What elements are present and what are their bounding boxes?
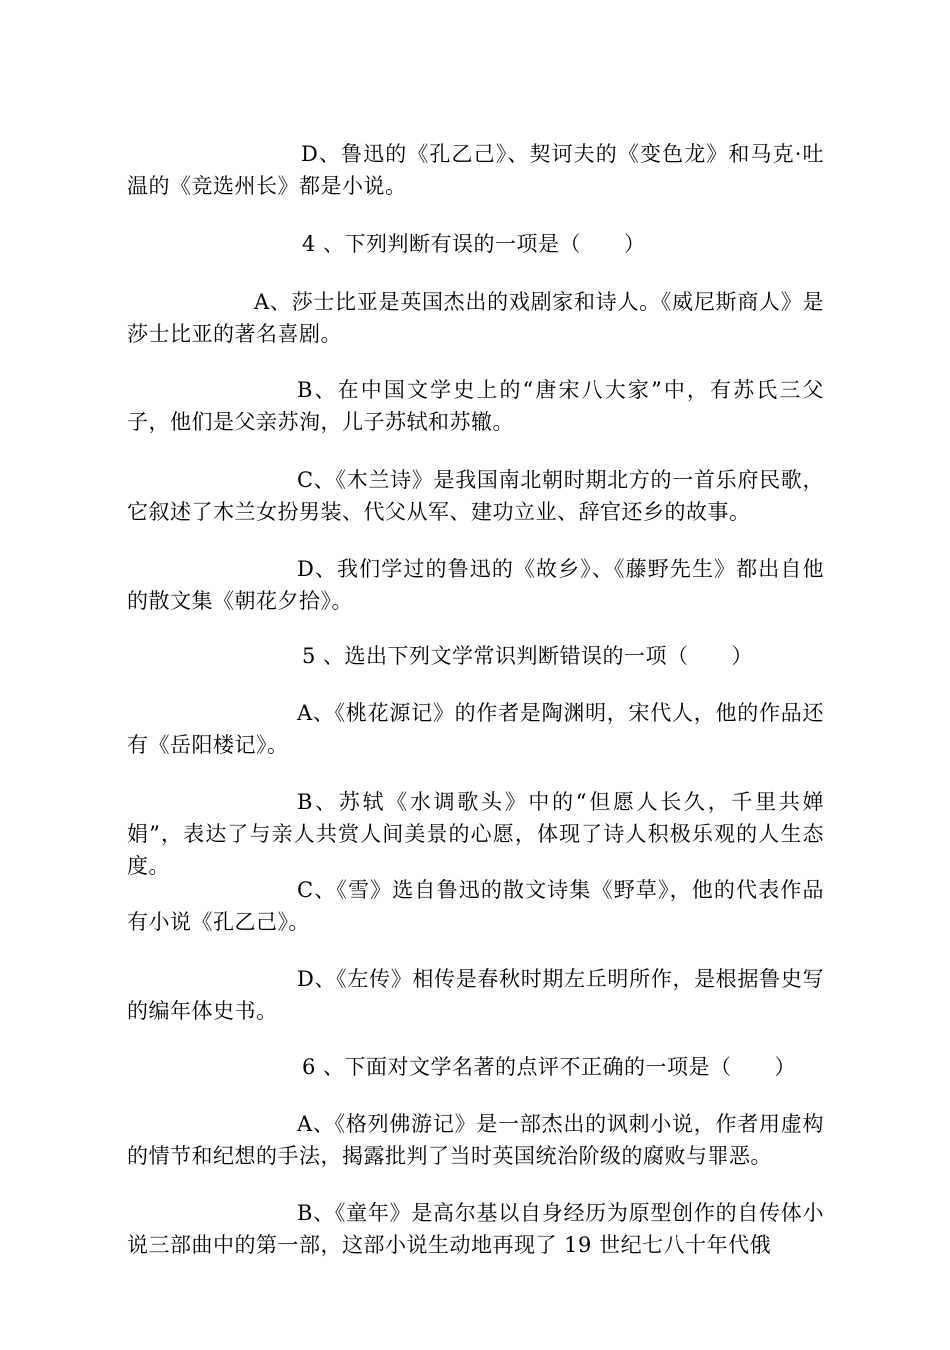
option-4c: C、《木兰诗》是我国南北朝时期北方的一首乐府民歌，它叙述了木兰女扮男装、代父从军、建功立业、辞官还乡的故事。 [127,468,824,524]
question-6-stem: 6 、下面对文学名著的点评不正确的一项是（ ） [302,1055,797,1079]
option-3d: D、鲁迅的《孔乙己》、契诃夫的《变色龙》和马克·吐温的《竞选州长》都是小说。 [127,142,824,198]
option-6b: B、《童年》是高尔基以自身经历为原型创作的自传体小说三部曲中的第一部，这部小说生动地再现了 19 世纪七八十年代俄 [127,1201,824,1257]
question-4-stem: 4 、下列判断有误的一项是（ ） [302,232,646,256]
option-5b: B、苏轼《水调歌头》中的“但愿人长久，千里共婵娟”，表达了与亲人共赏人间美景的心愿，体现了诗人积极乐观的人生态度。 [127,790,824,878]
option-5c: C、《雪》选自鲁迅的散文诗集《野草》，他的代表作品有小说《孔乙己》。 [127,878,824,934]
option-6a: A、《格列佛游记》是一部杰出的讽刺小说，作者用虚构的情节和纪想的手法，揭露批判了当时英国统治阶级的腐败与罪恶。 [127,1112,824,1168]
option-5d: D、《左传》相传是春秋时期左丘明所作，是根据鲁史写的编年体史书。 [127,967,824,1023]
option-5a: A、《桃花源记》的作者是陶渊明，宋代人，他的作品还有《岳阳楼记》。 [127,701,824,757]
option-4a: A、莎士比亚是英国杰出的戏剧家和诗人。《威尼斯商人》是莎士比亚的著名喜剧。 [127,290,824,346]
option-4b: B、在中国文学史上的“唐宋八大家”中，有苏氏三父子，他们是父亲苏洵，儿子苏轼和苏辙。 [127,378,824,434]
option-4d: D、我们学过的鲁迅的《故乡》、《藤野先生》都出自他的散文集《朝花夕拾》。 [127,557,824,613]
question-5-stem: 5 、选出下列文学常识判断错误的一项（ ） [302,644,754,668]
